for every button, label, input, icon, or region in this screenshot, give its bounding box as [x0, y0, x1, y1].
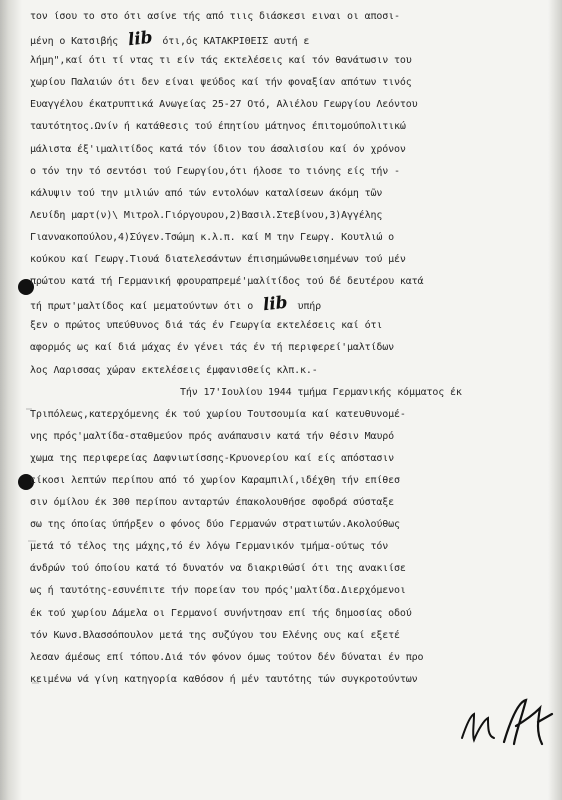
line-text: χωμα της περιφερείας Δαφνιωτίσσης-Κρυονερίου καί είς απόστασιν: [30, 452, 394, 464]
line-text: τή πρωτ'μαλτίδος καί μεματούντων ότι ο: [30, 301, 254, 313]
text-line: [30, 404, 545, 426]
line-text: μάλιστα έξ'ιμαλιτίδος κατά τόν ίδιον του άσαλισίου καί όν χρόνον: [30, 143, 406, 155]
text-line: [30, 315, 545, 337]
line-text: Τριπόλεως,κατερχόμενης έκ τού χωρίου Τουτσουμία καί κατευθυνομέ-: [30, 408, 406, 420]
line-text: μένη ο Κατσιβής: [30, 36, 119, 48]
text-line: [30, 448, 545, 470]
line-text: είκοσι λεπτών περίπου από τό χωρίον Καραμπιλί,ιδέχθη τήν επίθεσ: [30, 474, 400, 486]
text-line: [30, 205, 545, 227]
text-line: [30, 227, 545, 249]
handwritten-note: lib: [127, 28, 154, 51]
line-text: ως ή ταυτότης-εσυνέπιτε τήν πορείαν του πρός'μαλτίδα.Διερχόμενοι: [30, 585, 406, 597]
line-text-continued: ότι,ός ΚΑΤΑΚΡΙΘΕΙΣ αυτή ε: [162, 36, 310, 48]
line-text: σιν όμίλου έκ 300 περίπου ανταρτών έπακολουθήσε σφοδρά σύσταξε: [30, 497, 394, 509]
text-line: [30, 382, 545, 404]
text-line: [30, 603, 545, 625]
text-line: [30, 116, 545, 138]
line-text: λήμη",καί ότι τί ντας τι είν τάς εκτελέσεις καί τόν θανάτωσιν του: [30, 55, 412, 67]
text-line: [30, 249, 545, 271]
line-text: Λευίδη μαρτ(ν)\ Μιτρολ.Γιόργουρου,2)Βασιλ.Στεβίνου,3)Αγγέλης: [30, 209, 383, 221]
text-line: [30, 337, 545, 359]
text-line: [30, 72, 545, 94]
text-line: [30, 139, 545, 161]
line-text: ταυτότητος.Ωνίν ή κατάθεσις τού έπητίου μάτηνος έπιτομούπολιτικώ: [30, 121, 406, 133]
text-line: [30, 426, 545, 448]
line-text: σω της όποίας ύπήρξεν ο φόνος δύο Γερμανών στρατιωτών.Ακολούθως: [30, 519, 400, 531]
line-text: αφορμός ως καί διά μάχας έν γένει τάς έν τή περιφερεί'μαλτίδων: [30, 342, 394, 354]
text-line: [30, 94, 545, 116]
typewritten-text-block: [30, 6, 545, 691]
text-line: [30, 536, 545, 558]
text-line: [30, 669, 545, 691]
initials-mark: [458, 708, 498, 744]
line-text: μετά τό τέλος της μάχης,τό έν λόγω Γερμανικόν τμήμα-ούτως τόν: [30, 541, 389, 553]
line-text: κειμένω νά γίνη κατηγορία καθόσον ή μέν ταυτότης τών συγκροτούντων: [30, 673, 418, 685]
text-line: [30, 183, 545, 205]
scan-speck: [30, 612, 36, 614]
text-line: [30, 293, 545, 315]
scan-speck: [28, 540, 36, 542]
page-left-shadow: [0, 0, 22, 800]
line-text: κάλυψιν τού την μιλιών από τών εντολόων καταλίσεων άκόμη τῶν: [30, 187, 383, 199]
line-text: άνδρών τού όποίου κατά τό δυνατόν να διακριθώσί ότι της ανακιίσε: [30, 563, 406, 575]
line-text: Ευαγγέλου έκατρυπτικά Ανωγείας 25-27 Οτό, Αλιέλου Γεωργίου Λεόντου: [30, 99, 418, 111]
line-text: ο τόν την τό σεντόσι τού Γεωργίου,ότι ήλοσε το τιόνης είς τήν -: [30, 165, 400, 177]
text-line: [30, 492, 545, 514]
line-text: ξεν ο πρώτος υπεύθυνος διά τάς έν Γεωργία εκτελέσεις καί ότι: [30, 320, 383, 332]
line-text: χωρίου Παλαιών ότι δεν είναι ψεύδος καί τήν φοναξίαν απότων τινός: [30, 77, 412, 89]
scan-speck: [26, 408, 32, 410]
text-line: [30, 647, 545, 669]
text-line: [30, 28, 545, 50]
line-text: έκ τού χωρίου Δάμελα οι Γερμανοί συνήντησαν επί τής δημοσίας οδού: [30, 607, 412, 619]
line-text: πρώτου κατά τή Γερμανική φρουραπρεμέ'μαλίτίδος τού δέ δευτέρου κατά: [30, 276, 424, 288]
text-line: [30, 161, 545, 183]
text-line: [30, 514, 545, 536]
scan-speck: [32, 682, 39, 684]
text-line: [30, 580, 545, 602]
text-line: [30, 470, 545, 492]
text-line: [30, 271, 545, 293]
text-line: [30, 50, 545, 72]
handwritten-note: lib: [262, 293, 289, 316]
line-text: νης πρός'μαλτίδα-σταθμεύον πρός ανάπαυσιν κατά τήν θέσιν Μαυρό: [30, 430, 394, 442]
text-line: [30, 558, 545, 580]
signature-mark: [496, 692, 556, 752]
text-line: [30, 625, 545, 647]
line-text: τόν Κωνσ.Βλασσόπουλον μετά της συζύγου του Ελένης ους καί εξετέ: [30, 629, 400, 641]
line-text: λεσαν άμέσως επί τόπου.Διά τόν φόνον όμως τούτον δέν δύναται έν προ: [30, 651, 424, 663]
line-text: Τήν 17'Ιουλίου 1944 τμήμα Γερμανικής κόμματος έκ: [180, 386, 462, 398]
text-line: [30, 360, 545, 382]
line-text: λος Λαρισσας χώραν εκτελέσεις έμφανισθείς κλπ.κ.-: [30, 364, 318, 376]
line-text: τον ίσου το στο ότι ασίνε τής από τιις διάσκεσι ειναι οι αποσι-: [30, 11, 400, 22]
line-text: Γιαννακοπούλου,4)Σύγεν.Τσώμη κ.λ.π. καί Μ την Γεωργ. Κουτλιώ ο: [30, 231, 394, 243]
line-text: κούκου καί Γεωργ.Τιουά διατελεσάντων έπισημώνωθεισημένων τού μέν: [30, 254, 406, 266]
line-text-continued: υπήρ: [297, 301, 321, 313]
page-right-shadow: [548, 0, 562, 800]
text-line: [30, 6, 545, 28]
